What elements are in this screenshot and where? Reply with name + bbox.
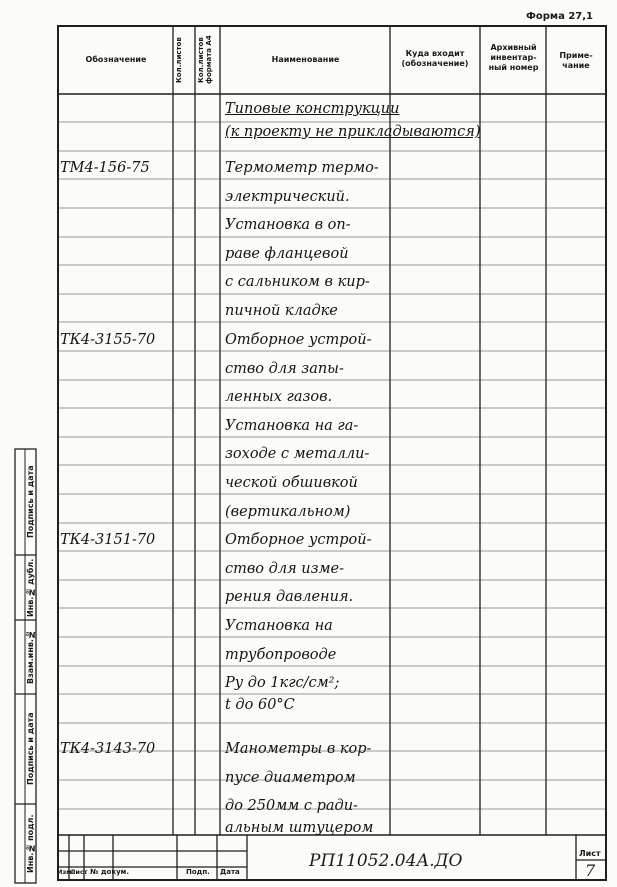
entry-name-line: Установка на га- — [225, 418, 359, 434]
entry-name-line: ство для запы- — [225, 361, 344, 377]
header-sheet-count-a4: Кол.листов формата А4 — [197, 35, 213, 85]
title-block-sign: Подп. — [186, 868, 210, 876]
title-block-doc-no: № докум. — [90, 868, 130, 876]
entry-name-line: Ру до 1кгс/см²; — [225, 675, 340, 691]
title-block-izm: Изм. — [57, 868, 74, 876]
entry-name-line: пичной кладке — [225, 303, 338, 319]
entry-name-line: Термометр термо- — [225, 160, 379, 176]
title-block-list: Лист — [70, 868, 88, 876]
side-stamp-duplicate-inv: Инв.№ дубл. — [26, 558, 35, 618]
entry-name-line: ство для изме- — [225, 561, 345, 577]
sheet-number: 7 — [585, 861, 596, 880]
entry-code: ТМ4-156-75 — [60, 160, 150, 176]
entry-name-line: альным штуцером — [225, 820, 374, 836]
side-stamp-signature-date-2: Подпись и дата — [26, 712, 35, 786]
header-designation: Обозначение — [85, 55, 147, 64]
entry-code: ТК4-3155-70 — [60, 332, 156, 348]
entry-name-line: (вертикальном) — [225, 504, 351, 520]
header-archive-number: Архивный инвентар-ный номер — [488, 43, 539, 72]
entry-name-line: t до 60°С — [225, 697, 295, 713]
header-where-used: Куда входит (обозначение) — [401, 49, 469, 68]
entry-name-line: пусе диаметром — [225, 770, 356, 786]
header-sheet-count: Кол.листов — [175, 37, 183, 83]
entry-name-line: Отборное устрой- — [225, 532, 372, 548]
entry-name-line: ческой обшивкой — [225, 475, 358, 491]
entry-name-line: рения давления. — [225, 589, 354, 605]
title-block-sheet-label: Лист — [579, 849, 601, 858]
side-stamp — [14, 448, 37, 884]
form-label: Форма 27,1 — [525, 11, 593, 22]
header-note: Приме-чание — [559, 51, 593, 70]
title-block-date: Дата — [220, 868, 240, 876]
header-name: Наименование — [271, 55, 340, 64]
entry-name-line: Установка в оп- — [225, 217, 351, 233]
entry-name-line: Манометры в кор- — [225, 741, 372, 757]
side-stamp-signature-date-1: Подпись и дата — [26, 465, 35, 539]
entry-name-line: Установка на — [225, 618, 333, 634]
document-number: РП11052.04А.ДО — [309, 851, 463, 871]
entry-name-line: (к проекту не прикладываются) — [225, 124, 481, 140]
entry-code: ТК4-3151-70 — [60, 532, 156, 548]
entry-code: ТК4-3143-70 — [60, 741, 156, 757]
entry-name-line: Типовые конструкции — [225, 101, 400, 117]
specification-sheet — [57, 25, 607, 881]
side-stamp-replaced-inv: Взам.инв.№ — [26, 630, 35, 684]
entry-name-line: раве фланцевой — [225, 246, 349, 262]
entry-name-line: ленных газов. — [225, 389, 333, 405]
entry-name-line: до 250мм с ради- — [225, 798, 358, 814]
entry-name-line: трубопроводе — [225, 647, 337, 663]
entry-name-line: зоходе с металли- — [225, 446, 370, 462]
entry-name-line: с сальником в кир- — [225, 274, 370, 290]
entry-name-line: электрический. — [225, 189, 350, 205]
side-stamp-original-inv: Инв.№ подл. — [26, 814, 35, 874]
entry-name-line: Отборное устрой- — [225, 332, 372, 348]
